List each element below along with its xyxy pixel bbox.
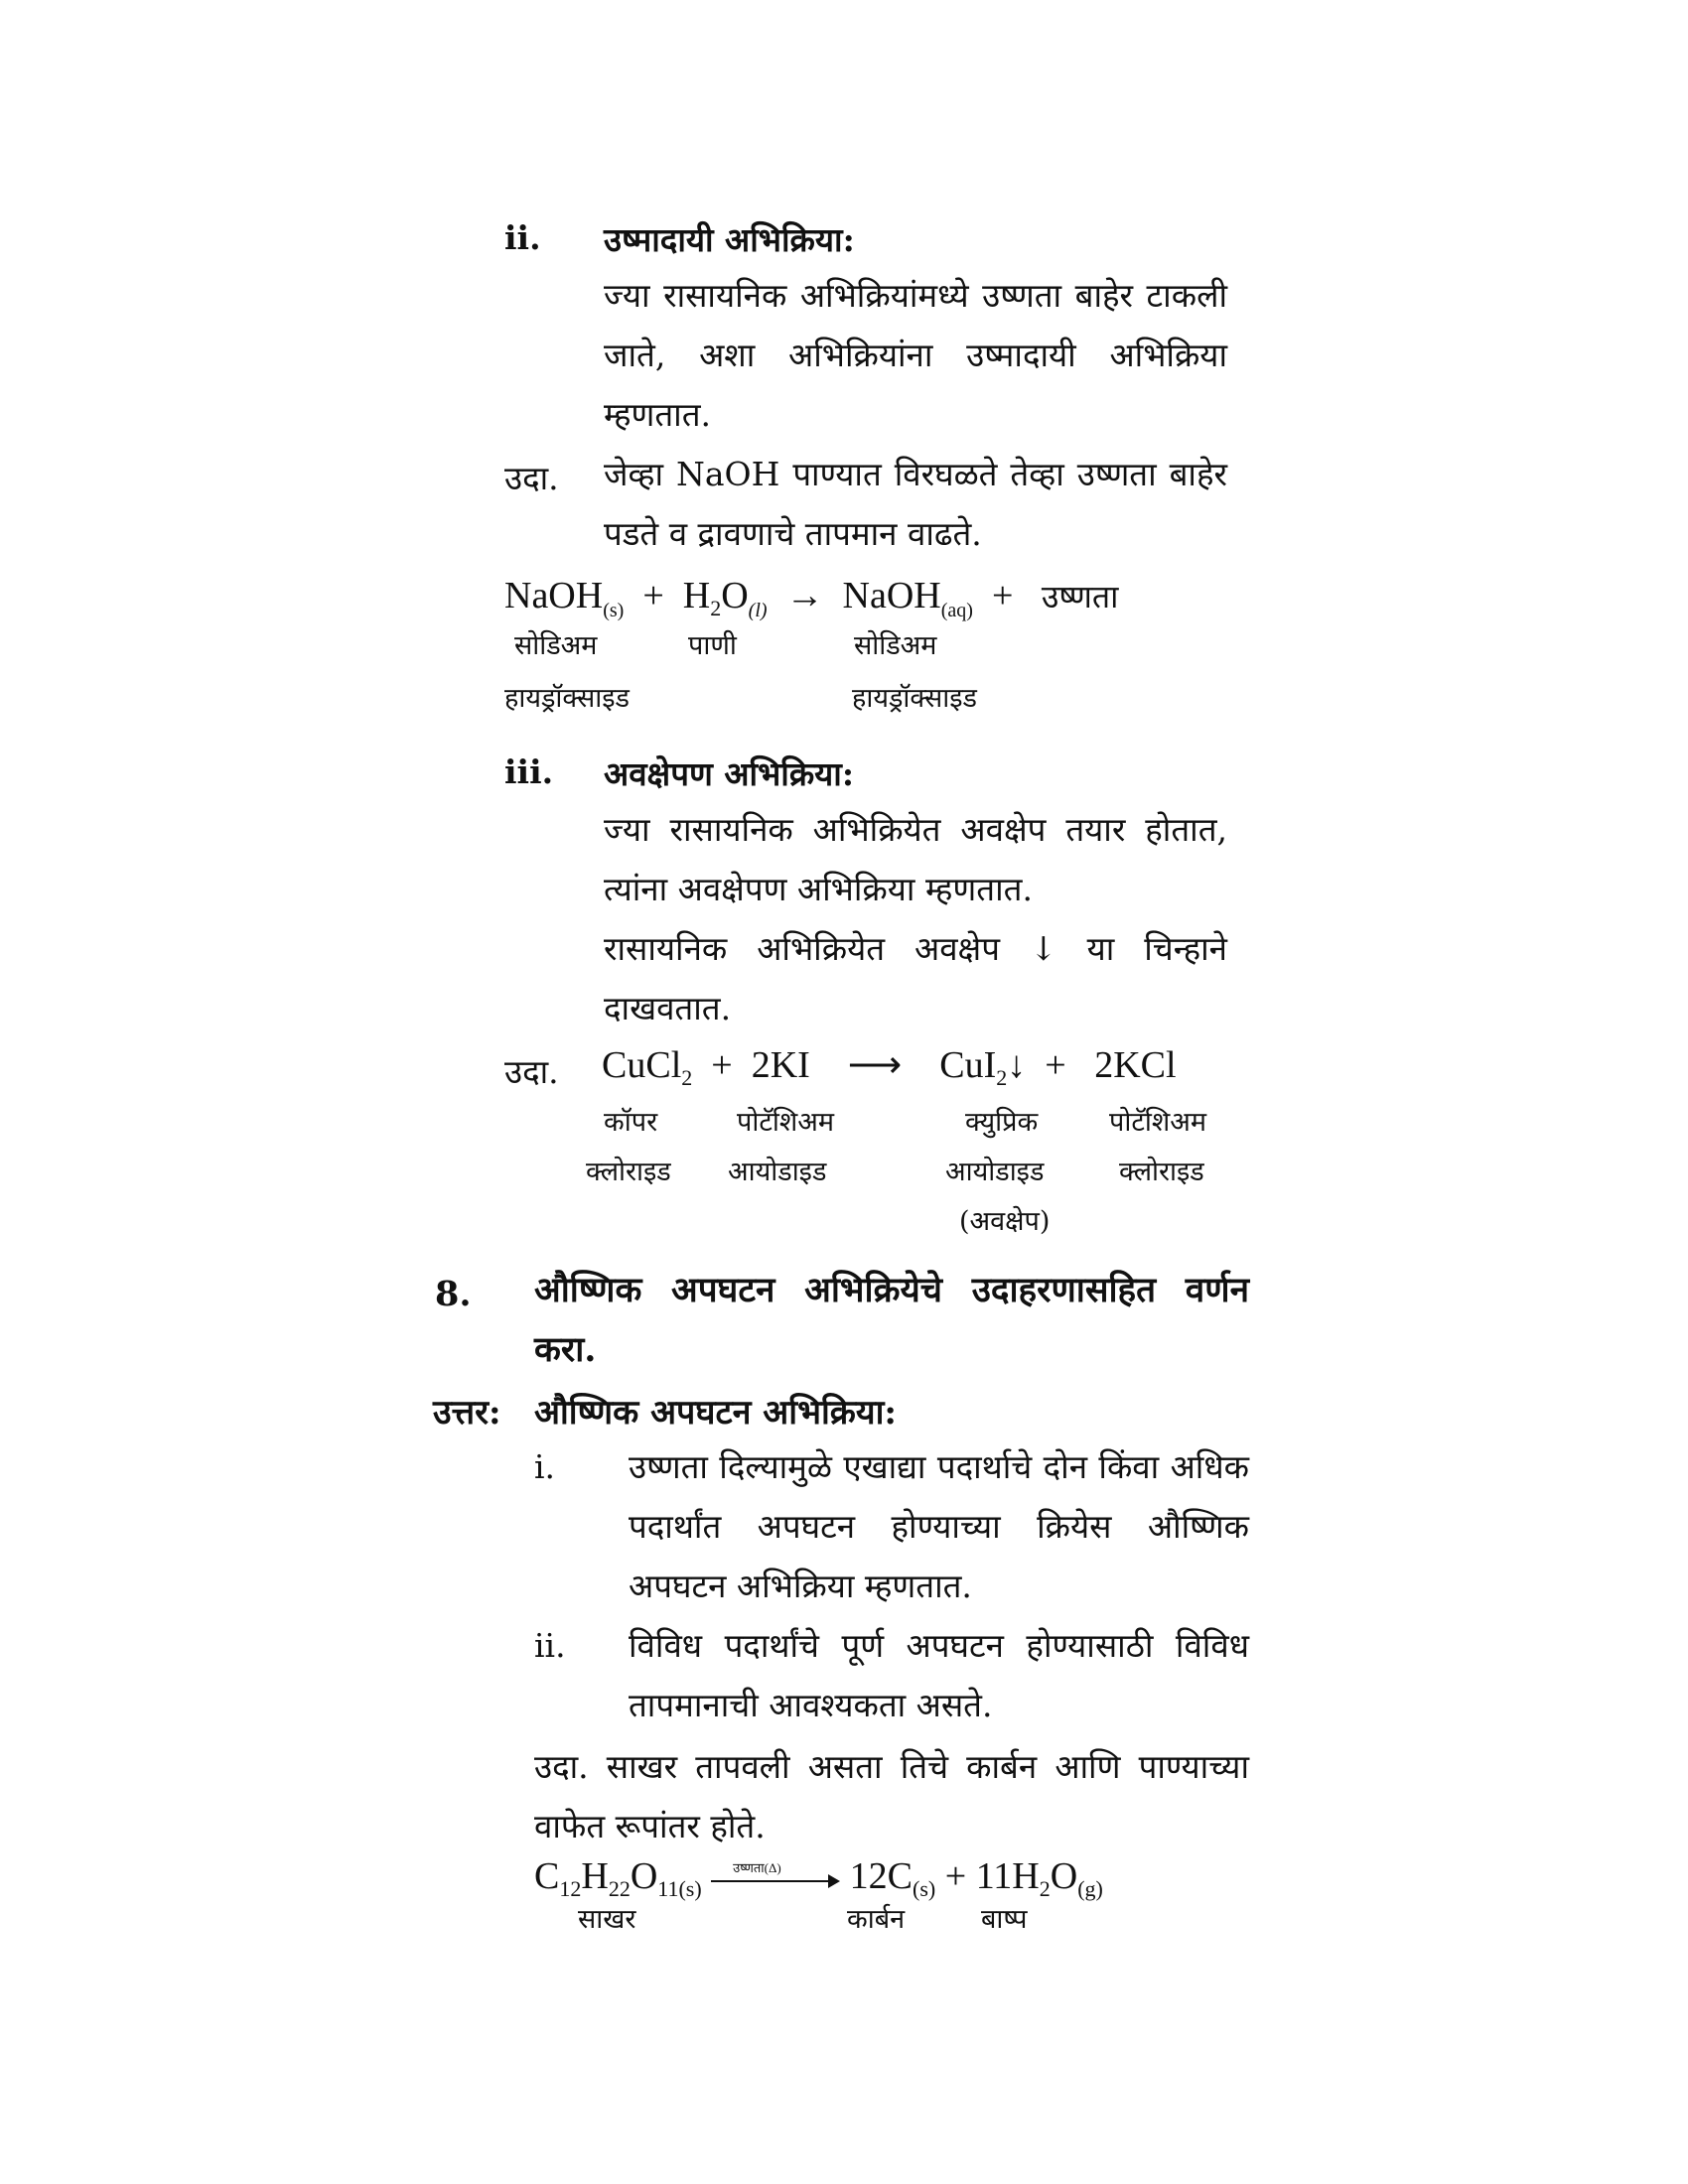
question-text: औष्णिक अपघटन अभिक्रियेचे उदाहरणासहित वर्णन करा. <box>534 1270 1249 1370</box>
equation-label: आयोडाइड <box>945 1157 1045 1187</box>
arrow-condition: उष्णता(Δ) <box>733 1860 781 1876</box>
equation-label: आयोडाइड <box>728 1157 827 1187</box>
equation-label: सोडिअम <box>854 630 937 661</box>
equation-label: पोटॅशिअम <box>1109 1107 1207 1138</box>
question-number: 8. <box>435 1274 472 1314</box>
equation-label: साखर <box>578 1904 636 1935</box>
formula: 11H <box>975 1855 1040 1897</box>
subscript: 22 <box>608 1876 631 1901</box>
plus-sign: + <box>944 1855 967 1897</box>
equation-label: क्लोराइड <box>586 1157 671 1187</box>
section-number: ii. <box>504 218 541 257</box>
plus-sign: + <box>711 1044 733 1086</box>
equation-label: पोटॅशिअम <box>737 1107 835 1138</box>
plus-sign: + <box>991 575 1014 616</box>
formula: O <box>721 575 749 616</box>
answer-point: विविध पदार्थांचे पूर्ण अपघटन होण्यासाठी विविध तापमानाची आवश्यकता असते. <box>629 1626 1249 1724</box>
formula: CuI <box>939 1044 997 1086</box>
equation-label: कार्बन <box>847 1904 906 1935</box>
subscript: (g) <box>1077 1876 1103 1901</box>
chemical-equation <box>602 1042 1177 1091</box>
formula: O <box>630 1855 658 1897</box>
chemical-equation <box>534 1854 1103 1902</box>
equation-label: हायड्रॉक्साइड <box>852 683 977 714</box>
answer-heading: औष्णिक अपघटन अभिक्रिया: <box>534 1393 897 1433</box>
subscript: (l) <box>748 600 768 621</box>
formula: C <box>534 1855 560 1897</box>
example-label: उदा. <box>504 1052 559 1091</box>
subscript: (s) <box>913 1876 936 1901</box>
subscript: 2 <box>1039 1876 1051 1901</box>
equation-label: बाष्प <box>981 1904 1028 1935</box>
formula: H <box>682 575 711 616</box>
reaction-arrow <box>711 1860 840 1894</box>
plus-sign: + <box>642 575 664 616</box>
formula: H <box>581 1855 609 1897</box>
formula: NaOH <box>504 575 604 616</box>
subscript: (aq) <box>940 600 973 621</box>
equation-label: हायड्रॉक्साइड <box>504 683 630 714</box>
equation-label: क्युप्रिक <box>965 1107 1039 1138</box>
formula: CuCl <box>602 1044 682 1086</box>
equation-label: कॉपर <box>604 1107 658 1138</box>
reaction-arrow: → <box>785 575 824 616</box>
reaction-arrow: ⟶ <box>847 1044 903 1086</box>
formula: 2KI <box>751 1044 810 1086</box>
equation-label: (अवक्षेप) <box>959 1206 1051 1237</box>
formula: O <box>1050 1855 1078 1897</box>
equation-label: क्लोराइड <box>1119 1157 1204 1187</box>
definition-text: रासायनिक अभिक्रियेत अवक्षेप ↓ या चिन्हाने दाखवतात. <box>604 929 1227 1027</box>
definition-text: ज्या रासायनिक अभिक्रियांमध्ये उष्णता बाहेर टाकली जाते, अशा अभिक्रियांना उष्मादायी अभिक्रिया म्हणतात. <box>604 276 1227 434</box>
equation-label: पाणी <box>688 630 737 661</box>
subscript: 2 <box>710 596 722 620</box>
equation-label: सोडिअम <box>514 630 598 661</box>
subscript: 11(s) <box>657 1876 702 1901</box>
formula-word: उष्णता <box>1041 578 1119 615</box>
subscript: 2 <box>996 1065 1008 1090</box>
example-text: उदा. साखर तापवली असता तिचे कार्बन आणि पाण्याच्या वाफेत रूपांतर होते. <box>534 1747 1249 1845</box>
section-number: iii. <box>504 752 554 791</box>
subscript: 12 <box>559 1876 582 1901</box>
plus-sign: + <box>1045 1044 1066 1086</box>
formula: NaOH <box>842 575 941 616</box>
section-heading: अवक्षेपण अभिक्रिया: <box>604 754 855 793</box>
answer-label: उत्तर: <box>433 1393 501 1433</box>
formula: 2KCl <box>1094 1044 1177 1086</box>
chemical-equation <box>504 574 1118 622</box>
precipitate-arrow: ↓ <box>1007 1044 1027 1086</box>
example-label: उदा. <box>504 459 559 497</box>
subscript: 2 <box>681 1065 693 1090</box>
subscript: (s) <box>603 600 625 621</box>
section-heading: उष्मादायी अभिक्रिया: <box>604 220 855 259</box>
definition-text: ज्या रासायनिक अभिक्रियेत अवक्षेप तयार होतात, त्यांना अवक्षेपण अभिक्रिया म्हणतात. <box>604 810 1227 908</box>
example-text: जेव्हा NaOH पाण्यात विरघळते तेव्हा उष्णता बाहेर पडते व द्रावणाचे तापमान वाढते. <box>604 455 1227 553</box>
point-number: i. <box>534 1447 556 1486</box>
formula: 12C <box>849 1855 914 1897</box>
answer-point: उष्णता दिल्यामुळे एखाद्या पदार्थाचे दोन किंवा अधिक पदार्थांत अपघटन होण्याच्या क्रियेस औष्णिक अपघटन अभिक्रिया म्हणतात. <box>629 1447 1249 1605</box>
point-number: ii. <box>534 1626 566 1665</box>
